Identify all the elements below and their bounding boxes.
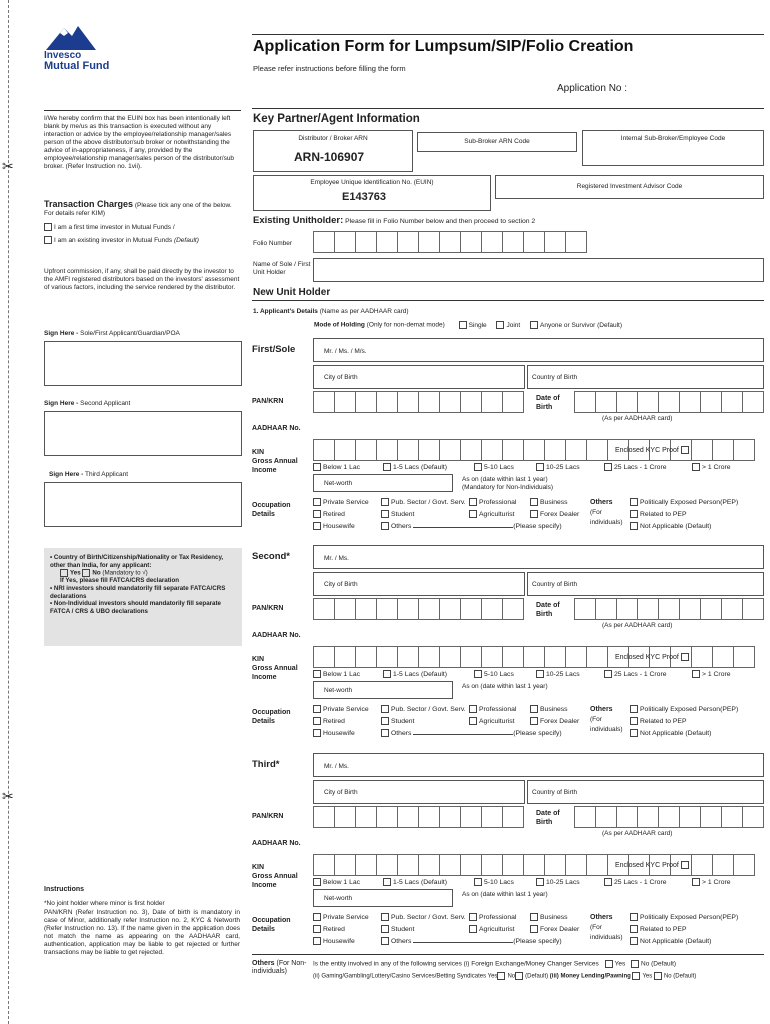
pep-option[interactable]: Politically Exposed Person(PEP) xyxy=(630,498,738,506)
entity-question-2: (ii) Gaming/Gambling/Lottery/Casino Services/Betting Syndicates Yes No (Default) (iii) Money Lending/Pawning Yes No (Default) xyxy=(313,973,697,980)
occupation-option[interactable]: Student xyxy=(381,717,414,725)
occupation-option[interactable]: Professional xyxy=(469,705,516,713)
arn-box[interactable]: Distributor / Broker ARN ARN-106907 xyxy=(253,130,413,172)
mode-of-holding: Mode of Holding (Only for non-demat mode) Single Joint Anyone or Survivor (Default) xyxy=(314,321,623,329)
occupation-option[interactable]: Others (Please specify) xyxy=(381,937,562,945)
kyc-proof-checkbox[interactable]: Enclosed KYC Proof xyxy=(615,446,691,454)
applicant-label: First/Sole xyxy=(252,344,296,355)
entity-question-1: Is the entity involved in any of the following services (i) Foreign Exchange/Money Changer Services Yes No (Default) xyxy=(313,960,677,968)
income-option[interactable]: Below 1 Lac xyxy=(313,878,360,886)
aadhaar-note: (As per AADHAAR card) xyxy=(602,415,673,422)
occupation-option[interactable]: Private Service xyxy=(313,913,369,921)
others-non-individuals-label: Others (For Non-individuals) xyxy=(252,960,307,975)
pan-input[interactable] xyxy=(313,806,524,828)
occupation-option[interactable]: Forex Dealer xyxy=(530,925,579,933)
occupation-label: Occupation Details xyxy=(252,709,291,725)
income-option[interactable]: Below 1 Lac xyxy=(313,670,360,678)
cut-line xyxy=(8,0,9,1024)
signature-box-third[interactable] xyxy=(44,482,242,527)
occupation-option[interactable]: Student xyxy=(381,925,414,933)
tc-first-time-option[interactable]: I am a first time investor in Mutual Funds / xyxy=(44,223,175,232)
notes-panel: • Country of Birth/Citizenship/Nationality or Tax Residency, other than India, for any applicant: Yes No (Mandatory to √) If Yes, please fill FATCA/CRS declaration • NRI investors should mandatorily fill separate FATCA/CRS declarations • Non-Individual investors should mandatorily fill separate FATCA / CRS & UBO declarations xyxy=(44,548,242,646)
occupation-option[interactable]: Private Service xyxy=(313,705,369,713)
others-individuals-label: Others (For individuals) xyxy=(590,706,623,733)
occupation-option[interactable]: Agriculturist xyxy=(469,925,515,933)
networth-input[interactable]: Net-worth xyxy=(313,889,453,907)
ria-box[interactable]: Registered Investment Advisor Code xyxy=(495,175,764,199)
applicant-name-input[interactable]: Mr. / Ms. xyxy=(313,753,764,777)
page-title: Application Form for Lumpsum/SIP/Folio Creation xyxy=(253,38,634,55)
pep-option[interactable]: Related to PEP xyxy=(630,925,686,933)
kin-income-label: KIN Gross Annual Income xyxy=(252,656,298,681)
pan-input[interactable] xyxy=(313,598,524,620)
income-option[interactable]: 5-10 Lacs xyxy=(474,878,514,886)
instruction-1: *No joint holder where minor is first holder xyxy=(44,900,165,907)
signature-box-second[interactable] xyxy=(44,411,242,456)
existing-unitholder-title: Existing Unitholder: Please fill in Folio Number below and then proceed to section 2 xyxy=(253,215,536,226)
sign-label-2: Sign Here - Second Applicant xyxy=(44,400,131,407)
pep-option[interactable]: Related to PEP xyxy=(630,510,686,518)
occupation-option[interactable]: Business xyxy=(530,705,568,713)
pan-label: PAN/KRN xyxy=(252,813,284,820)
scissors-icon: ✂ xyxy=(2,788,14,804)
pan-input[interactable] xyxy=(313,391,524,413)
mode-single-checkbox[interactable]: Single xyxy=(459,322,487,329)
pep-option[interactable]: Related to PEP xyxy=(630,717,686,725)
income-option[interactable]: > 1 Crore xyxy=(692,878,731,886)
occupation-option[interactable]: Business xyxy=(530,498,568,506)
scissors-icon: ✂ xyxy=(2,158,14,174)
occupation-option[interactable]: Private Service xyxy=(313,498,369,506)
euin-declaration: I/We hereby confirm that the EUIN box has been intentionally left blank by me/us as this transaction is executed without any interaction or advice by the employee/relationship manager/sales person of the above distributor/sub broker or notwithstanding the advice of in-appropriateness, if any, provided by the employee/relationship manager/sales person of the distributor/sub broker. (Refer Instruction no. 1vii). xyxy=(44,115,235,170)
occupation-label: Occupation Details xyxy=(252,917,291,933)
dob-input[interactable] xyxy=(574,598,764,620)
aadhaar-note: (As per AADHAAR card) xyxy=(602,622,673,629)
occupation-option[interactable]: Pub. Sector / Govt. Serv. xyxy=(381,705,466,713)
applicant-block-first xyxy=(252,338,764,548)
applicant-label: Second* xyxy=(252,551,291,562)
first-holder-name-label: Name of Sole / First Unit Holder xyxy=(253,261,311,276)
dob-label: Date of Birth xyxy=(536,395,560,411)
occupation-option[interactable]: Agriculturist xyxy=(469,717,515,725)
income-option[interactable]: 25 Lacs - 1 Crore xyxy=(604,878,667,886)
others-individuals-label: Others (For individuals) xyxy=(590,914,623,941)
occupation-option[interactable]: Forex Dealer xyxy=(530,510,579,518)
aadhaar-label: AADHAAR No. xyxy=(252,425,301,432)
city-of-birth-input[interactable]: City of Birth xyxy=(313,365,525,389)
upfront-commission-note: Upfront commission, if any, shall be paid directly by the investor to the AMFI registered distributors based on the investors' assessment of various factors, including the service rendered by the distributor. xyxy=(44,268,240,291)
applicant-block-third xyxy=(252,753,764,963)
euin-box[interactable]: Employee Unique Identification No. (EUIN) E143763 xyxy=(253,175,491,211)
mode-anyone-checkbox[interactable]: Anyone or Survivor (Default) xyxy=(530,322,622,329)
pep-option[interactable]: Not Applicable (Default) xyxy=(630,937,711,945)
others-individuals-label: Others (For individuals) xyxy=(590,499,623,526)
internal-code-box[interactable]: Internal Sub-Broker/Employee Code xyxy=(582,130,764,166)
income-option[interactable]: 25 Lacs - 1 Crore xyxy=(604,670,667,678)
logo-text: Invesco Mutual Fund xyxy=(44,50,110,72)
applicant-label: Third* xyxy=(252,759,280,770)
occupation-option[interactable]: Others (Please specify) xyxy=(381,522,562,530)
occupation-option[interactable]: Housewife xyxy=(313,729,355,737)
applicant-name-input[interactable]: Mr. / Ms. xyxy=(313,545,764,569)
city-of-birth-input[interactable]: City of Birth xyxy=(313,780,525,804)
mandatory-note: (Mandatory for Non-Individuals) xyxy=(462,484,554,491)
occupation-option[interactable]: Forex Dealer xyxy=(530,717,579,725)
transaction-charges: Transaction Charges (Please tick any one of the below. For details refer KIM) xyxy=(44,199,232,217)
asondate-label: As on (date within last 1 year) xyxy=(462,476,548,483)
occupation-option[interactable]: Professional xyxy=(469,913,516,921)
aadhaar-note: (As per AADHAAR card) xyxy=(602,830,673,837)
aadhaar-label: AADHAAR No. xyxy=(252,632,301,639)
occupation-option[interactable]: Retired xyxy=(313,717,345,725)
occupation-option[interactable]: Retired xyxy=(313,510,345,518)
asondate-label: As on (date within last 1 year) xyxy=(462,891,548,898)
occupation-option[interactable]: Agriculturist xyxy=(469,510,515,518)
occupation-option[interactable]: Housewife xyxy=(313,937,355,945)
income-option[interactable]: 1-5 Lacs (Default) xyxy=(383,670,447,678)
income-option[interactable]: 1-5 Lacs (Default) xyxy=(383,878,447,886)
application-no-label: Application No : xyxy=(557,83,628,94)
kyc-proof-checkbox[interactable]: Enclosed KYC Proof xyxy=(615,861,691,869)
applicant-name-input[interactable]: Mr. / Ms. / M/s. xyxy=(313,338,764,362)
instructions-title: Instructions xyxy=(44,886,85,893)
pan-label: PAN/KRN xyxy=(252,605,284,612)
country-of-birth-input[interactable]: Country of Birth xyxy=(527,572,764,596)
pep-option[interactable]: Politically Exposed Person(PEP) xyxy=(630,705,738,713)
dob-label: Date of Birth xyxy=(536,810,560,826)
income-option[interactable]: > 1 Crore xyxy=(692,463,731,471)
city-of-birth-input[interactable]: City of Birth xyxy=(313,572,525,596)
folio-number-input[interactable] xyxy=(313,231,587,253)
aadhaar-label: AADHAAR No. xyxy=(252,840,301,847)
dob-input[interactable] xyxy=(574,806,764,828)
income-option[interactable]: 10-25 Lacs xyxy=(536,463,580,471)
dob-input[interactable] xyxy=(574,391,764,413)
tc-existing-option[interactable]: I am an existing investor in Mutual Funds (Default) xyxy=(44,236,199,245)
occupation-label: Occupation Details xyxy=(252,502,291,518)
folio-label: Folio Number xyxy=(253,240,293,247)
occupation-option[interactable]: Housewife xyxy=(313,522,355,530)
kin-income-label: KIN Gross Annual Income xyxy=(252,449,298,474)
country-of-birth-input[interactable]: Country of Birth xyxy=(527,780,764,804)
income-option[interactable]: 10-25 Lacs xyxy=(536,670,580,678)
networth-input[interactable]: Net-worth xyxy=(313,681,453,699)
asondate-label: As on (date within last 1 year) xyxy=(462,683,548,690)
first-holder-name-input[interactable] xyxy=(313,258,764,282)
kyc-proof-checkbox[interactable]: Enclosed KYC Proof xyxy=(615,653,691,661)
dob-label: Date of Birth xyxy=(536,602,560,618)
occupation-option[interactable]: Pub. Sector / Govt. Serv. xyxy=(381,913,466,921)
country-of-birth-input[interactable]: Country of Birth xyxy=(527,365,764,389)
pep-option[interactable]: Politically Exposed Person(PEP) xyxy=(630,913,738,921)
occupation-option[interactable]: Pub. Sector / Govt. Serv. xyxy=(381,498,466,506)
mountain-logo-icon xyxy=(46,24,96,50)
income-option[interactable]: 25 Lacs - 1 Crore xyxy=(604,463,667,471)
sign-label-1: Sign Here - Sole/First Applicant/Guardian/POA xyxy=(44,330,180,337)
instruction-2: PAN/KRN (Refer Instruction no. 3), Date of birth is mandatory in case of Minor, additionally refer Instruction no. 2, KYC & Networth (Refer Instruction no. 13). If the name given in the application does not match the name as appearing on the AADHAAR card, authentication, application may be liable to get rejected or further transactions may be liable to get rejected. xyxy=(44,909,240,956)
sign-label-3: Sign Here - Third Applicant xyxy=(49,471,129,478)
income-option[interactable]: 5-10 Lacs xyxy=(474,463,514,471)
key-partner-title: Key Partner/Agent Information xyxy=(253,113,420,125)
signature-box-first[interactable] xyxy=(44,341,242,386)
sub-broker-box[interactable]: Sub-Broker ARN Code xyxy=(417,132,577,152)
new-unit-holder-title: New Unit Holder xyxy=(253,287,331,298)
income-option[interactable]: 5-10 Lacs xyxy=(474,670,514,678)
applicant-block-second xyxy=(252,545,764,755)
page-subtitle: Please refer instructions before filling the form xyxy=(253,64,406,73)
networth-input[interactable]: Net-worth xyxy=(313,474,453,492)
pan-label: PAN/KRN xyxy=(252,398,284,405)
occupation-option[interactable]: Retired xyxy=(313,925,345,933)
income-option[interactable]: > 1 Crore xyxy=(692,670,731,678)
kin-income-label: KIN Gross Annual Income xyxy=(252,864,298,889)
applicant-details-title: 1. Applicant's Details (Name as per AADHAAR card) xyxy=(253,308,409,315)
income-option[interactable]: 1-5 Lacs (Default) xyxy=(383,463,447,471)
pep-option[interactable]: Not Applicable (Default) xyxy=(630,522,711,530)
pep-option[interactable]: Not Applicable (Default) xyxy=(630,729,711,737)
occupation-option[interactable]: Business xyxy=(530,913,568,921)
occupation-option[interactable]: Professional xyxy=(469,498,516,506)
income-option[interactable]: Below 1 Lac xyxy=(313,463,360,471)
occupation-option[interactable]: Student xyxy=(381,510,414,518)
mode-joint-checkbox[interactable]: Joint xyxy=(496,322,520,329)
occupation-option[interactable]: Others (Please specify) xyxy=(381,729,562,737)
income-option[interactable]: 10-25 Lacs xyxy=(536,878,580,886)
